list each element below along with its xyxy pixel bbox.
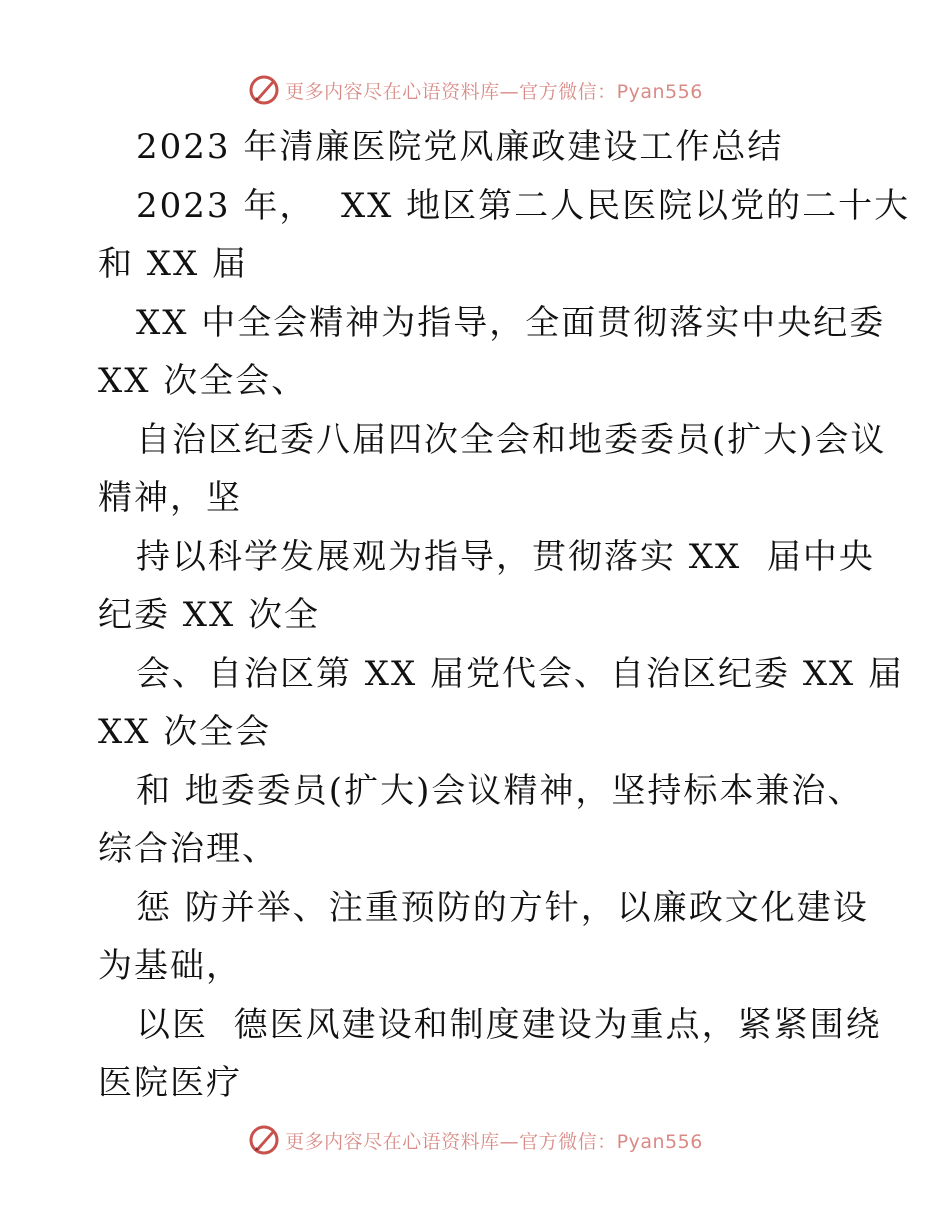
paragraph-line: 2023 年， XX 地区第二人民医院以党的二十大 <box>136 185 911 226</box>
paragraph-line: 综合治理、 <box>98 829 278 869</box>
paragraph-line: 精神，坚 <box>98 478 242 518</box>
paragraph-line: 和 XX 届 <box>98 244 249 284</box>
header-watermark <box>0 70 950 110</box>
watermark-text: 更多内容尽在心语资料库—官方微信：Pyan556 <box>285 80 703 103</box>
paragraph-line: 持以科学发展观为指导，贯彻落实 XX 届中央 <box>136 536 875 577</box>
watermark-text: 更多内容尽在心语资料库—官方微信：Pyan556 <box>285 1130 703 1153</box>
paragraph-line: 为基础， <box>98 946 242 986</box>
paragraph-line: 自治区纪委八届四次全会和地委委员(扩大)会议 <box>136 419 887 460</box>
document-title: 2023 年清廉医院党风廉政建设工作总结 <box>136 127 784 167</box>
paragraph-line: 以医 德医风建设和制度建设为重点，紧紧围绕 <box>136 1004 882 1045</box>
paragraph-line: 医院医疗 <box>98 1063 242 1103</box>
quill-seal-icon <box>247 73 281 107</box>
paragraph-line: 会、自治区第 XX 届党代会、自治区纪委 XX 届 <box>136 653 905 694</box>
footer-watermark <box>0 1120 950 1160</box>
paragraph-line: XX 次全会 <box>98 712 272 752</box>
paragraph-line: 惩 防并举、注重预防的方针，以廉政文化建设 <box>136 887 869 928</box>
document-body <box>98 118 911 1113</box>
quill-seal-icon <box>247 1123 281 1157</box>
paragraph-line: XX 次全会、 <box>98 361 308 401</box>
paragraph-line: XX 中全会精神为指导，全面贯彻落实中央纪委 <box>136 302 886 343</box>
paragraph-line: 纪委 XX 次全 <box>98 595 321 635</box>
paragraph-line: 和 地委委员(扩大)会议精神，坚持标本兼治、 <box>136 770 864 811</box>
